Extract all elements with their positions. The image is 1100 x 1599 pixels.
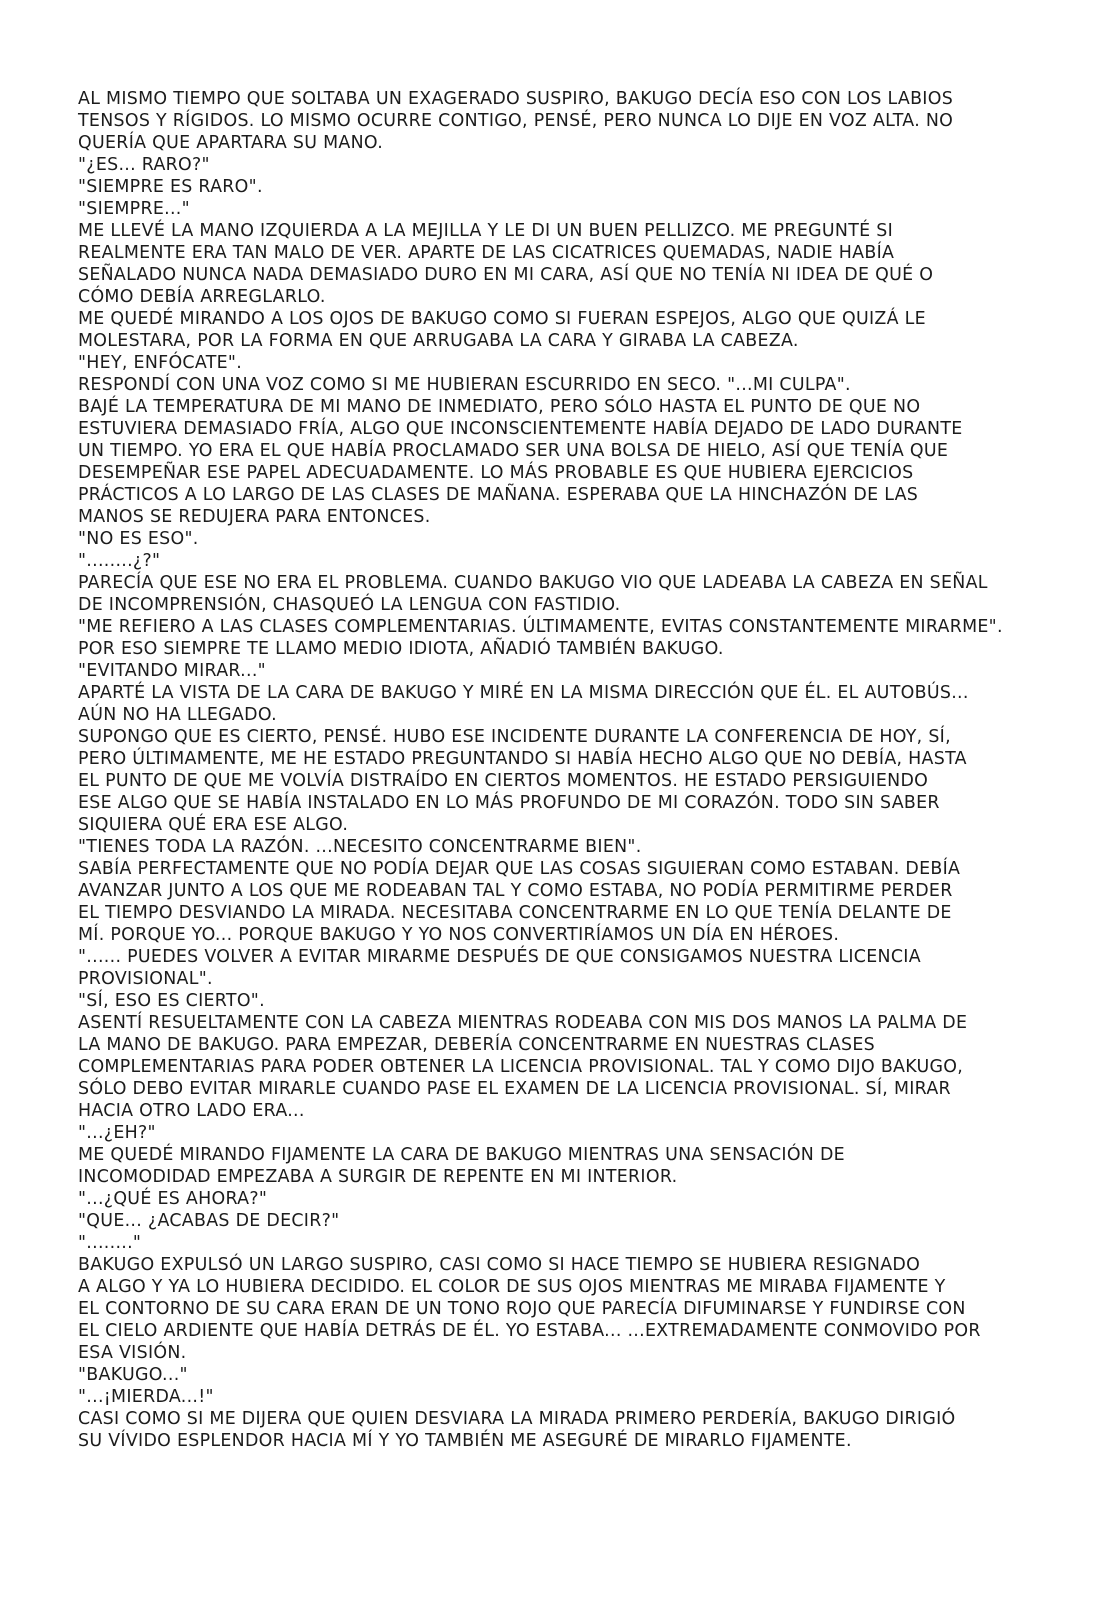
- text-line: "NO ES ESO".: [78, 529, 199, 549]
- text-line: QUERÍA QUE APARTARA SU MANO.: [78, 133, 384, 153]
- text-line: "SIEMPRE...": [78, 199, 190, 219]
- text-line: SUPONGO QUE ES CIERTO, PENSÉ. HUBO ESE INCIDENTE DURANTE LA CONFERENCIA DE HOY, SÍ,: [78, 727, 951, 747]
- text-line: PRÁCTICOS A LO LARGO DE LAS CLASES DE MAÑANA. ESPERABA QUE LA HINCHAZÓN DE LAS: [78, 485, 919, 505]
- text-line: "...¡MIERDA...!": [78, 1387, 214, 1407]
- text-line: PROVISIONAL".: [78, 969, 213, 989]
- text-line: BAJÉ LA TEMPERATURA DE MI MANO DE INMEDIATO, PERO SÓLO HASTA EL PUNTO DE QUE NO: [78, 397, 921, 417]
- text-line: MÍ. PORQUE YO... PORQUE BAKUGO Y YO NOS CONVERTIRÍAMOS UN DÍA EN HÉROES.: [78, 925, 840, 945]
- text-line: SIQUIERA QUÉ ERA ESE ALGO.: [78, 815, 349, 835]
- text-line: BAKUGO EXPULSÓ UN LARGO SUSPIRO, CASI COMO SI HACE TIEMPO SE HUBIERA RESIGNADO: [78, 1255, 921, 1275]
- text-line: TENSOS Y RÍGIDOS. LO MISMO OCURRE CONTIGO, PENSÉ, PERO NUNCA LO DIJE EN VOZ ALTA. NO: [78, 111, 954, 131]
- text-line: LA MANO DE BAKUGO. PARA EMPEZAR, DEBERÍA CONCENTRARME EN NUESTRAS CLASES: [78, 1035, 876, 1055]
- text-line: "...... PUEDES VOLVER A EVITAR MIRARME DESPUÉS DE QUE CONSIGAMOS NUESTRA LICENCIA: [78, 947, 921, 967]
- text-line: "SÍ, ESO ES CIERTO".: [78, 991, 265, 1011]
- text-line: INCOMODIDAD EMPEZABA A SURGIR DE REPENTE EN MI INTERIOR.: [78, 1167, 678, 1187]
- text-line: "...¿EH?": [78, 1123, 156, 1143]
- text-line: "ME REFIERO A LAS CLASES COMPLEMENTARIAS. ÚLTIMAMENTE, EVITAS CONSTANTEMENTE MIRARME".: [78, 617, 1003, 637]
- text-line: "HEY, ENFÓCATE".: [78, 353, 243, 373]
- text-line: AVANZAR JUNTO A LOS QUE ME RODEABAN TAL Y COMO ESTABA, NO PODÍA PERMITIRME PERDER: [78, 881, 953, 901]
- text-line: AÚN NO HA LLEGADO.: [78, 705, 277, 725]
- text-line: PARECÍA QUE ESE NO ERA EL PROBLEMA. CUANDO BAKUGO VIO QUE LADEABA LA CABEZA EN SEÑAL: [78, 573, 988, 593]
- text-line: DE INCOMPRENSIÓN, CHASQUEÓ LA LENGUA CON FASTIDIO.: [78, 595, 621, 615]
- text-line: ME QUEDÉ MIRANDO FIJAMENTE LA CARA DE BAKUGO MIENTRAS UNA SENSACIÓN DE: [78, 1145, 845, 1165]
- text-line: EL CONTORNO DE SU CARA ERAN DE UN TONO ROJO QUE PARECÍA DIFUMINARSE Y FUNDIRSE CON: [78, 1299, 966, 1319]
- text-line: CASI COMO SI ME DIJERA QUE QUIEN DESVIARA LA MIRADA PRIMERO PERDERÍA, BAKUGO DIRIGIÓ: [78, 1409, 956, 1429]
- text-line: UN TIEMPO. YO ERA EL QUE HABÍA PROCLAMADO SER UNA BOLSA DE HIELO, ASÍ QUE TENÍA QUE: [78, 441, 949, 461]
- text-line: MANOS SE REDUJERA PARA ENTONCES.: [78, 507, 431, 527]
- text-line: "...¿QUÉ ES AHORA?": [78, 1189, 268, 1209]
- text-line: RESPONDÍ CON UNA VOZ COMO SI ME HUBIERAN ESCURRIDO EN SECO. "...MI CULPA".: [78, 375, 851, 395]
- text-line: REALMENTE ERA TAN MALO DE VER. APARTE DE LAS CICATRICES QUEMADAS, NADIE HABÍA: [78, 243, 895, 263]
- text-line: POR ESO SIEMPRE TE LLAMO MEDIO IDIOTA, AÑADIÓ TAMBIÉN BAKUGO.: [78, 639, 724, 659]
- text-line: A ALGO Y YA LO HUBIERA DECIDIDO. EL COLOR DE SUS OJOS MIENTRAS ME MIRABA FIJAMENTE Y: [78, 1277, 946, 1297]
- text-line: SEÑALADO NUNCA NADA DEMASIADO DURO EN MI CARA, ASÍ QUE NO TENÍA NI IDEA DE QUÉ O: [78, 265, 934, 285]
- text-line: EL PUNTO DE QUE ME VOLVÍA DISTRAÍDO EN CIERTOS MOMENTOS. HE ESTADO PERSIGUIENDO: [78, 771, 929, 791]
- text-line: "BAKUGO...": [78, 1365, 188, 1385]
- text-line: "SIEMPRE ES RARO".: [78, 177, 263, 197]
- text-line: "........": [78, 1233, 142, 1253]
- text-line: ME LLEVÉ LA MANO IZQUIERDA A LA MEJILLA Y LE DI UN BUEN PELLIZCO. ME PREGUNTÉ SI: [78, 221, 894, 241]
- text-line: ESE ALGO QUE SE HABÍA INSTALADO EN LO MÁS PROFUNDO DE MI CORAZÓN. TODO SIN SABER: [78, 793, 940, 813]
- text-line: "TIENES TODA LA RAZÓN. ...NECESITO CONCENTRARME BIEN".: [78, 837, 642, 857]
- text-line: APARTÉ LA VISTA DE LA CARA DE BAKUGO Y MIRÉ EN LA MISMA DIRECCIÓN QUE ÉL. EL AUTOBÚS...: [78, 683, 969, 703]
- text-line: DESEMPEÑAR ESE PAPEL ADECUADAMENTE. LO MÁS PROBABLE ES QUE HUBIERA EJERCICIOS: [78, 463, 914, 483]
- text-line: MOLESTARA, POR LA FORMA EN QUE ARRUGABA LA CARA Y GIRABA LA CABEZA.: [78, 331, 799, 351]
- text-line: EL CIELO ARDIENTE QUE HABÍA DETRÁS DE ÉL. YO ESTABA... ...EXTREMADAMENTE CONMOVIDO POR: [78, 1321, 981, 1341]
- document-page: [78, 88, 1038, 1452]
- text-line: "QUE... ¿ACABAS DE DECIR?": [78, 1211, 340, 1231]
- text-line: ME QUEDÉ MIRANDO A LOS OJOS DE BAKUGO COMO SI FUERAN ESPEJOS, ALGO QUE QUIZÁ LE: [78, 309, 926, 329]
- text-line: COMPLEMENTARIAS PARA PODER OBTENER LA LICENCIA PROVISIONAL. TAL Y COMO DIJO BAKUGO,: [78, 1057, 964, 1077]
- text-line: SU VÍVIDO ESPLENDOR HACIA MÍ Y YO TAMBIÉN ME ASEGURÉ DE MIRARLO FIJAMENTE.: [78, 1431, 852, 1451]
- text-line: ESA VISIÓN.: [78, 1343, 187, 1363]
- text-line: EL TIEMPO DESVIANDO LA MIRADA. NECESITABA CONCENTRARME EN LO QUE TENÍA DELANTE DE: [78, 903, 952, 923]
- text-line: "¿ES... RARO?": [78, 155, 210, 175]
- text-line: HACIA OTRO LADO ERA...: [78, 1101, 305, 1121]
- text-line: SABÍA PERFECTAMENTE QUE NO PODÍA DEJAR QUE LAS COSAS SIGUIERAN COMO ESTABAN. DEBÍA: [78, 859, 961, 879]
- text-line: ESTUVIERA DEMASIADO FRÍA, ALGO QUE INCONSCIENTEMENTE HABÍA DEJADO DE LADO DURANTE: [78, 419, 963, 439]
- text-line: PERO ÚLTIMAMENTE, ME HE ESTADO PREGUNTANDO SI HABÍA HECHO ALGO QUE NO DEBÍA, HASTA: [78, 749, 967, 769]
- text-line: "EVITANDO MIRAR...": [78, 661, 266, 681]
- text-line: "........¿?": [78, 551, 161, 571]
- text-line: AL MISMO TIEMPO QUE SOLTABA UN EXAGERADO SUSPIRO, BAKUGO DECÍA ESO CON LOS LABIOS: [78, 89, 954, 109]
- text-line: SÓLO DEBO EVITAR MIRARLE CUANDO PASE EL EXAMEN DE LA LICENCIA PROVISIONAL. SÍ, MIRAR: [78, 1079, 951, 1099]
- text-line: ASENTÍ RESUELTAMENTE CON LA CABEZA MIENTRAS RODEABA CON MIS DOS MANOS LA PALMA DE: [78, 1013, 968, 1033]
- text-line: CÓMO DEBÍA ARREGLARLO.: [78, 287, 326, 307]
